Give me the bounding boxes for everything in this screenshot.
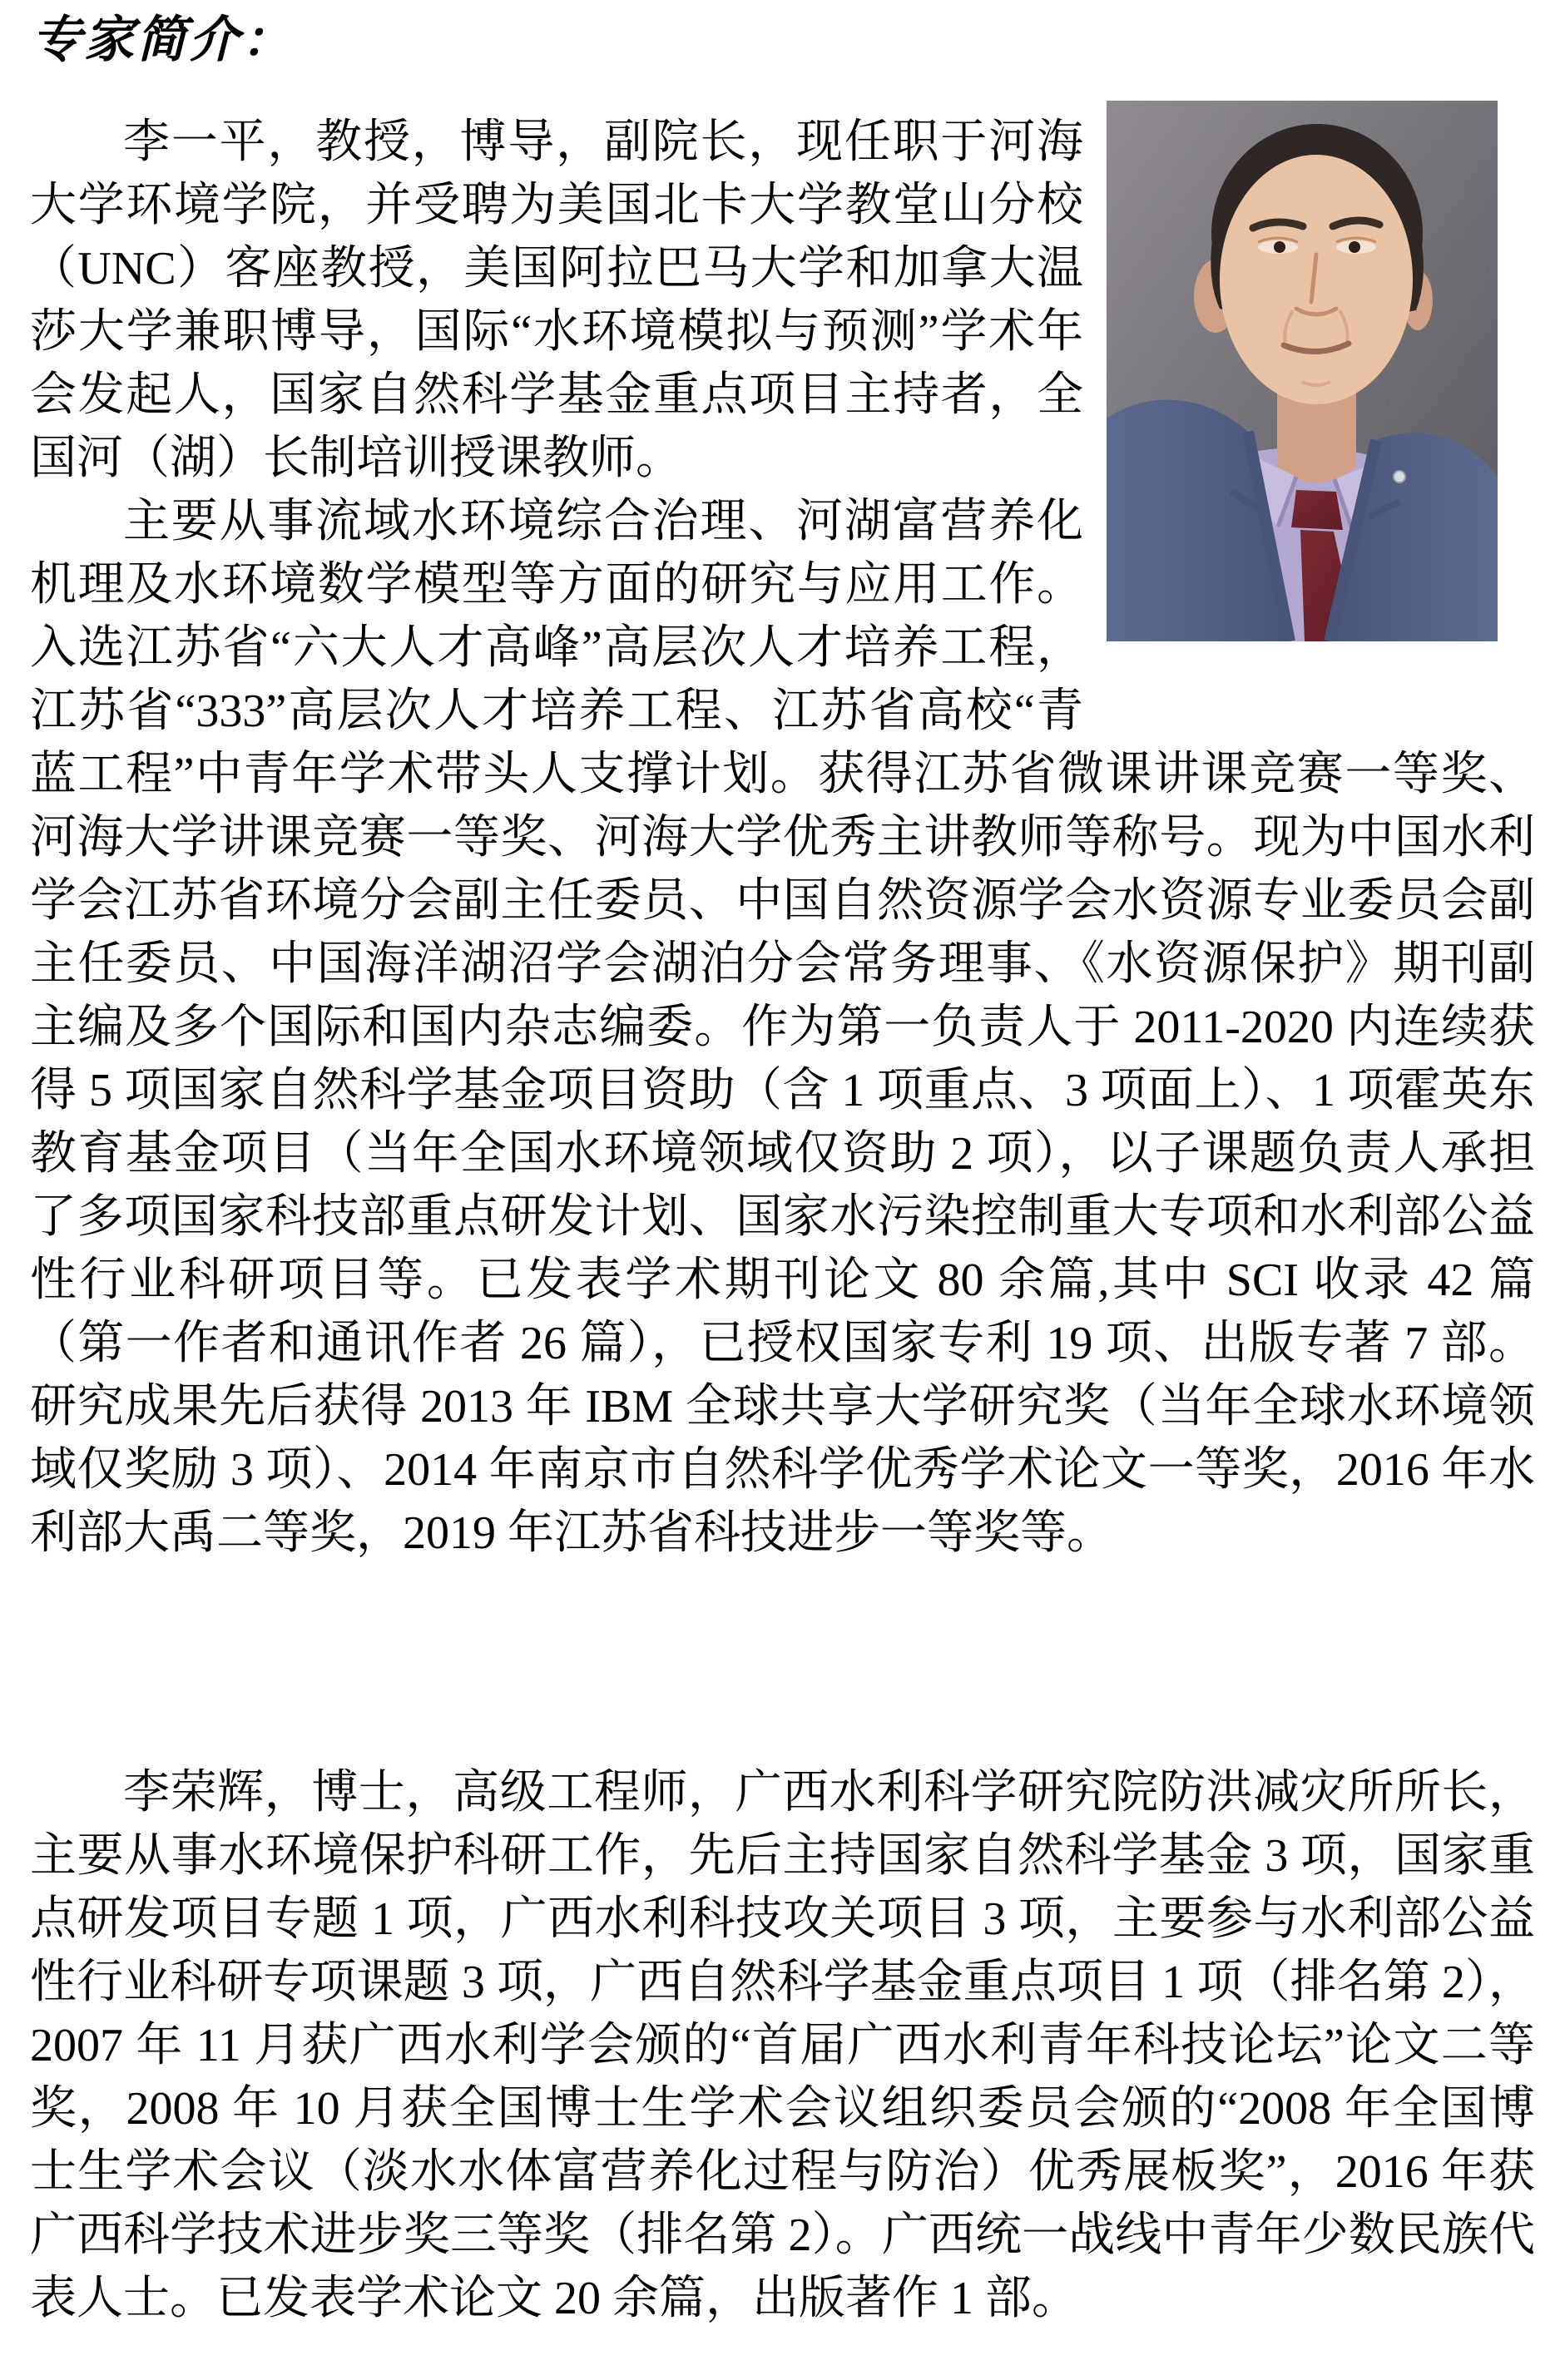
face xyxy=(1220,155,1413,404)
expert-portrait-photo xyxy=(1107,101,1498,641)
expert2-paragraph-1: 李荣辉，博士，高级工程师，广西水利科学研究院防洪减灾所所长，主要从事水环境保护科研工作，先后主持国家自然科学基金 3 项，国家重点研发项目专题 1 项，广西水利科技攻关项目 3 项，主要参与水利部公益性行业科研专项课题 3 项，广西自然科学基金重点项目 1 项（排名第 2），2007 年 11 月获广西水利学会颁的“首届广西水利青年科技论坛”论文二等奖，2008 年 10 月获全国博士生学术会议组织委员会颁的“2008 年全国博士生学术会议（淡水水体富营养化过程与防治）优秀展板奖”，2016 年获广西科学技术进步奖三等奖（排名第 2）。广西统一战线中青年少数民族代表人士。已发表学术论文 20 余篇，出版著作 1 部。 xyxy=(30,1767,1535,2324)
expert1-bio-section xyxy=(30,111,1535,1565)
expert1-paragraph-2: 主要从事流域水环境综合治理、河湖富营养化机理及水环境数学模型等方面的研究与应用工作。入选江苏省“六大人才高峰”高层次人才培养工程，江苏省“333”高层次人才培养工程、江苏省高校“青蓝工程”中青年学术带头人支撑计划。获得江苏省微课讲课竞赛一等奖、河海大学讲课竞赛一等奖、河海大学优秀主讲教师等称号。现为中国水利学会江苏省环境分会副主任委员、中国自然资源学会水资源专业委员会副主任委员、中国海洋湖沼学会湖泊分会常务理事、《水资源保护》期刊副主编及多个国际和国内杂志编委。作为第一负责人于 2011-2020 内连续获得 5 项国家自然科学基金项目资助（含 1 项重点、3 项面上）、1 项霍英东教育基金项目（当年全国水环境领域仅资助 2 项），以子课题负责人承担了多项国家科技部重点研发计划、国家水污染控制重大专项和水利部公益性行业科研项目等。已发表学术期刊论文 80 余篇,其中 SCI 收录 42 篇（第一作者和通讯作者 26 篇），已授权国家专利 19 项、出版专著 7 部。研究成果先后获得 2013 年 IBM 全球共享大学研究奖（当年全球水环境领域仅奖励 3 项）、2014 年南京市自然科学优秀学术论文一等奖，2016 年水利部大禹二等奖，2019 年江苏省科技进步一等奖等。 xyxy=(30,496,1536,1559)
lapel-pin xyxy=(1394,471,1405,482)
left-eye-pupil xyxy=(1274,241,1285,253)
tie-knot xyxy=(1291,490,1343,530)
expert1-paragraph-1: 李一平，教授，博导，副院长，现任职于河海大学环境学院，并受聘为美国北卡大学教堂山分校（UNC）客座教授，美国阿拉巴马大学和加拿大温莎大学兼职博导，国际“水环境模拟与预测”学术年会发起人，国家自然科学基金重点项目主持者，全国河（湖）长制培训授课教师。 xyxy=(30,116,1083,484)
portrait-illustration xyxy=(1107,101,1498,641)
right-eye-pupil xyxy=(1349,241,1360,253)
expert2-bio-section xyxy=(30,1761,1535,2330)
page-title: 专家简介： xyxy=(32,11,294,69)
